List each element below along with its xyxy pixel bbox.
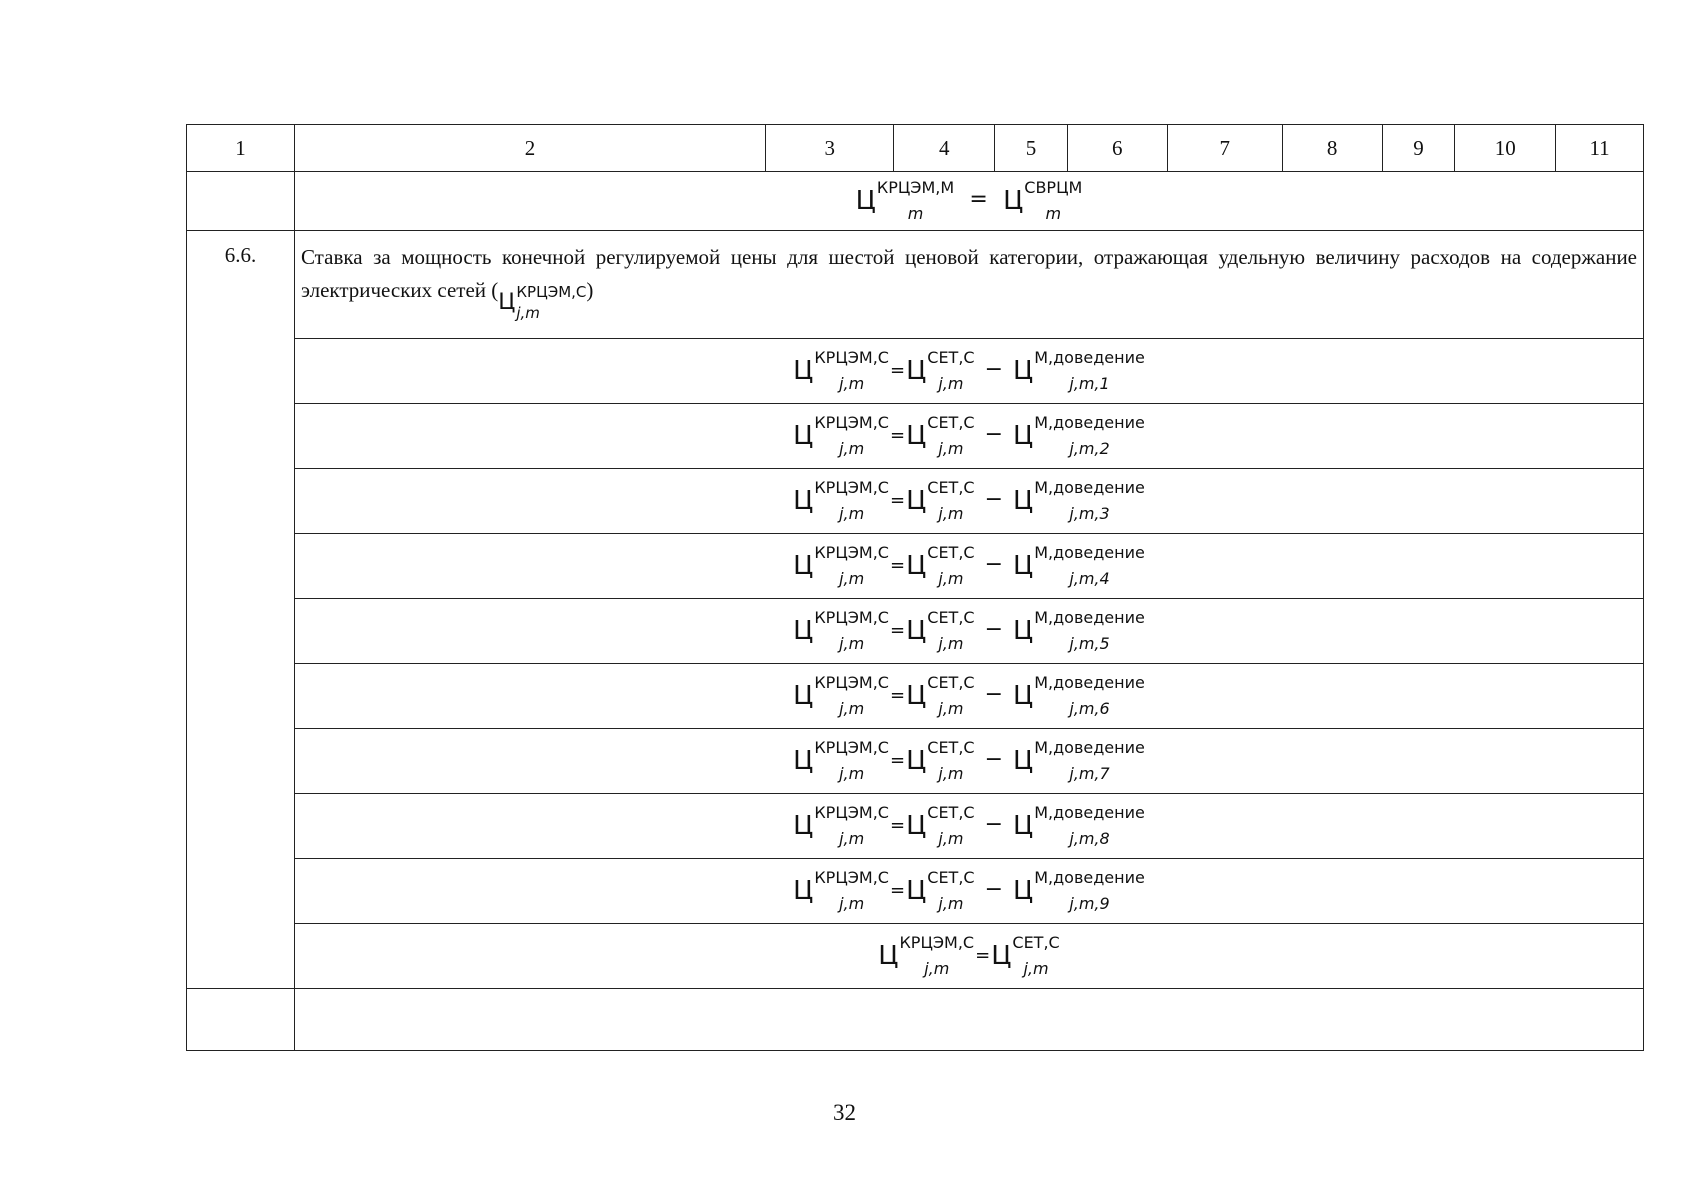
subscript: j,m [938,634,964,653]
tariff-table [186,124,1644,1051]
item-text: Ставка за мощность конечной регулируемой цены для шестой ценовой категории, отражающая удельную величину расходов на содержание электрических сетей ( [300,245,1637,302]
formula-rhs [1003,180,1082,222]
formula-cell [294,859,1643,924]
price-symbol: Ц [793,356,814,386]
superscript: КРЦЭМ,C [814,803,889,822]
equals-sign: = [889,684,906,706]
equals-sign: = [969,186,988,212]
superscript: СВРЦМ [1024,178,1083,197]
equals-sign: = [889,814,906,836]
subscript: j,m [938,439,964,458]
item-description [294,231,1643,339]
subscript: j,m [924,959,950,978]
price-symbol: Ц [1013,746,1034,776]
equals-sign: = [889,489,906,511]
subscript: j,m [938,374,964,393]
formula-cell [294,404,1643,469]
subscript: j,m [938,699,964,718]
equals-sign: = [889,619,906,641]
price-symbol: Ц [1013,551,1034,581]
superscript: М,доведение [1034,803,1145,822]
price-symbol: Ц [1013,616,1034,646]
formula-row [187,599,1644,664]
superscript: СЕТ,C [927,738,975,757]
price-symbol: Ц [906,746,927,776]
item-formula [498,285,586,321]
superscript: СЕТ,C [927,868,975,887]
price-symbol: Ц [1013,421,1034,451]
subscript: j,m [938,764,964,783]
subscript: j,m [938,569,964,588]
subscript: j,m,4 [1069,569,1110,588]
formula-cell-last [294,924,1643,989]
equals-sign: = [889,749,906,771]
superscript: М,доведение [1034,478,1145,497]
superscript: КРЦЭМ,C [516,283,587,301]
minus-sign: − [984,746,1004,772]
price-symbol: Ц [906,421,927,451]
subscript: j,m [516,304,540,322]
equals-sign: = [975,944,991,966]
subscript: j,m [938,829,964,848]
subscript: j,m [839,439,865,458]
price-symbol: Ц [906,681,927,711]
formula-row-last [187,924,1644,989]
superscript: СЕТ,C [927,543,975,562]
price-symbol: Ц [793,421,814,451]
price-symbol: Ц [906,811,927,841]
subscript: j,m [938,894,964,913]
price-symbol: Ц [1003,186,1024,216]
minus-sign: − [984,876,1004,902]
superscript: М,доведение [1034,543,1145,562]
formula-row [187,794,1644,859]
superscript: КРЦЭМ,C [814,348,889,367]
minus-sign: − [984,616,1004,642]
price-symbol: Ц [878,941,899,971]
subscript: j,m [839,634,865,653]
equals-sign: = [889,554,906,576]
minus-sign: − [984,356,1004,382]
formula-cell [294,469,1643,534]
subscript: j,m,7 [1069,764,1110,783]
subscript: j,m,3 [1069,504,1110,523]
price-symbol: Ц [1013,811,1034,841]
subscript: m [907,204,924,223]
minus-sign: − [984,421,1004,447]
formula-cell [294,339,1643,404]
price-symbol: Ц [1013,876,1034,906]
superscript: КРЦЭМ,C [814,543,889,562]
item-number: 6.6. [187,231,295,989]
superscript: СЕТ,C [927,608,975,627]
price-symbol: Ц [793,876,814,906]
formula-row [187,664,1644,729]
price-symbol: Ц [906,551,927,581]
subscript: m [1045,204,1062,223]
superscript: СЕТ,C [927,803,975,822]
superscript: СЕТ,C [927,673,975,692]
formula-cell [294,534,1643,599]
equals-sign: = [889,424,906,446]
price-symbol: Ц [855,186,876,216]
superscript: КРЦЭМ,C [814,673,889,692]
superscript: КРЦЭМ,М [876,178,955,197]
empty-cell [187,989,295,1051]
formula-row [187,404,1644,469]
price-symbol: Ц [793,681,814,711]
column-header-1: 1 [187,125,295,172]
subscript: j,m,8 [1069,829,1110,848]
subscript: j,m [839,764,865,783]
formula-cell [294,794,1643,859]
minus-sign: − [984,811,1004,837]
superscript: М,доведение [1034,608,1145,627]
subscript: j,m [839,894,865,913]
empty-number-cell [187,172,295,231]
price-symbol: Ц [793,746,814,776]
formula-row [187,534,1644,599]
minus-sign: − [984,486,1004,512]
item-row [187,231,1644,339]
superscript: КРЦЭМ,C [899,933,975,952]
formula-row [187,469,1644,534]
subscript: j,m,1 [1069,374,1110,393]
price-symbol: Ц [1013,486,1034,516]
superscript: СЕТ,C [1012,933,1060,952]
price-symbol: Ц [1013,681,1034,711]
empty-cell [294,989,1643,1051]
subscript: j,m,6 [1069,699,1110,718]
column-number-row [187,125,1644,172]
item-close-paren: ) [586,278,594,302]
subscript: j,m,5 [1069,634,1110,653]
superscript: КРЦЭМ,C [814,413,889,432]
empty-row [187,989,1644,1051]
superscript: М,доведение [1034,868,1145,887]
column-header-4: 4 [894,125,995,172]
subscript: j,m,2 [1069,439,1110,458]
minus-sign: − [984,551,1004,577]
formula-cell [294,664,1643,729]
page-number: 32 [833,1100,856,1125]
subscript: j,m [1023,959,1049,978]
formula-cell [294,729,1643,794]
column-header-7: 7 [1167,125,1282,172]
subscript: j,m [839,374,865,393]
superscript: М,доведение [1034,673,1145,692]
superscript: СЕТ,C [927,478,975,497]
subscript: j,m [938,504,964,523]
superscript: М,доведение [1034,413,1145,432]
subscript: j,m [839,569,865,588]
price-symbol: Ц [1013,356,1034,386]
price-symbol: Ц [906,876,927,906]
subscript: j,m,9 [1069,894,1110,913]
column-header-3: 3 [766,125,894,172]
price-symbol: Ц [906,486,927,516]
column-header-2: 2 [294,125,765,172]
formula-cell [294,599,1643,664]
column-header-9: 9 [1382,125,1455,172]
superscript: СЕТ,C [927,413,975,432]
equals-sign: = [889,879,906,901]
column-header-10: 10 [1455,125,1556,172]
price-symbol: Ц [906,616,927,646]
superscript: КРЦЭМ,C [814,478,889,497]
column-header-11: 11 [1556,125,1644,172]
price-symbol: Ц [793,616,814,646]
formula-row [187,729,1644,794]
superscript: КРЦЭМ,C [814,868,889,887]
column-header-8: 8 [1282,125,1382,172]
formula-lhs [856,180,954,222]
column-header-6: 6 [1067,125,1167,172]
price-symbol: Ц [793,551,814,581]
price-symbol: Ц [991,941,1012,971]
formula-row [187,339,1644,404]
formula-cell-top [294,172,1643,231]
formula-row-top [187,172,1644,231]
price-symbol: Ц [793,811,814,841]
subscript: j,m [839,699,865,718]
price-symbol: Ц [498,290,516,315]
column-header-5: 5 [995,125,1068,172]
equals-sign: = [889,359,906,381]
superscript: СЕТ,C [927,348,975,367]
formula-row [187,859,1644,924]
price-symbol: Ц [906,356,927,386]
price-symbol: Ц [793,486,814,516]
superscript: М,доведение [1034,738,1145,757]
subscript: j,m [839,504,865,523]
subscript: j,m [839,829,865,848]
superscript: КРЦЭМ,C [814,738,889,757]
superscript: КРЦЭМ,C [814,608,889,627]
minus-sign: − [984,681,1004,707]
superscript: М,доведение [1034,348,1145,367]
